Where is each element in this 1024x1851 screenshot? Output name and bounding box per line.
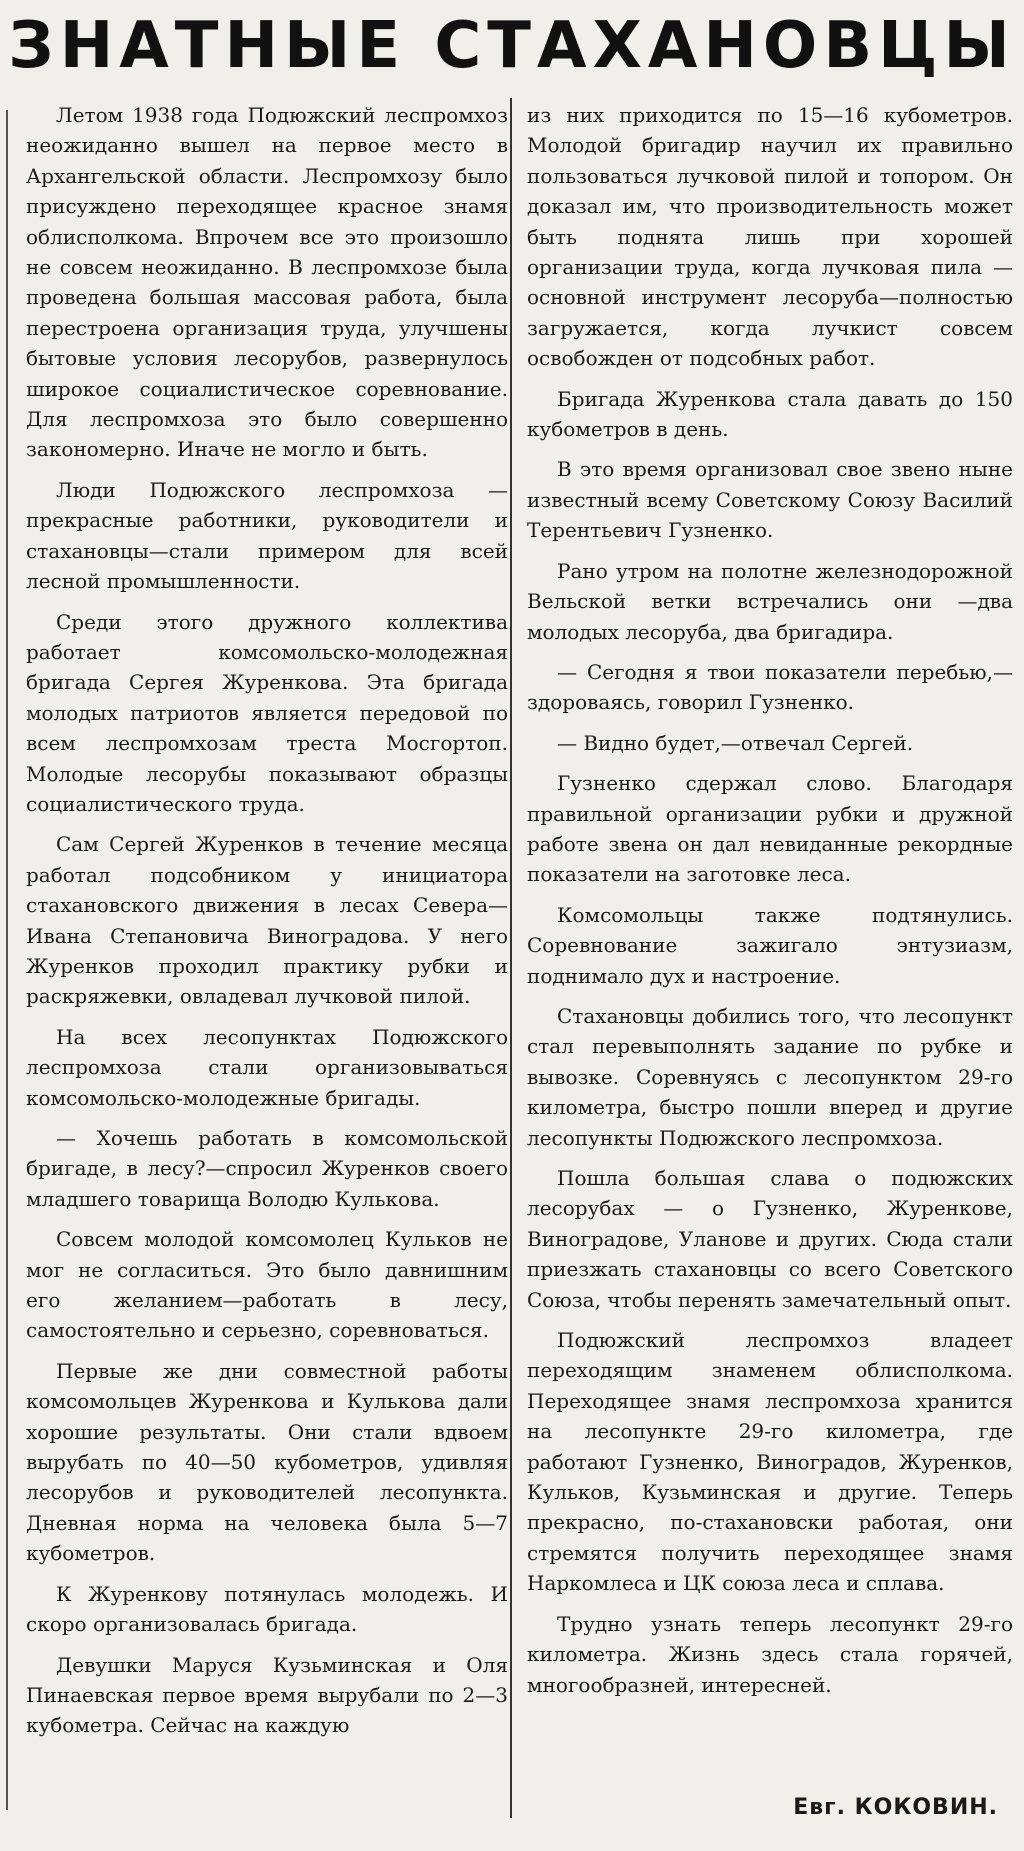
paragraph: Среди этого дружного коллектива работает комсомольско-молодежная бригада Сергея Журенкова. Эта бригада молодых патриотов является передовой по всем леспромхозам треста Мосгортоп. Молодые лесорубы показывают образцы социалистического труда.: [26, 609, 508, 816]
paragraph: Бригада Журенкова стала давать до 150 кубометров в день.: [527, 386, 1013, 442]
column-divider: [510, 98, 512, 1818]
paragraph: Стахановцы добились того, что лесопункт стал перевыполнять задание по рубке и вывозке. Соревнуясь с лесопунктом 29-го километра, быстро пошли вперед и другие лесопункты Подюжского леспромхоза.: [527, 1003, 1013, 1150]
paragraph: Сам Сергей Журенков в течение месяца работал подсобником у инициатора стахановского движения в лесах Севера—Ивана Степановича Виноградова. У него Журенков проходил практику рубки и раскряжевки, овладевал лучковой пилой.: [26, 832, 508, 1009]
article-headline: ЗНАТНЫЕ СТАХАНОВЦЫ: [8, 9, 1016, 83]
paragraph: Пошла большая слава о подюжских лесорубах — о Гузненко, Журенкове, Виноградове, Уланове и других. Сюда стали приезжать стахановцы со всего Советского Союза, чтобы перенять замечательный опыт.: [527, 1166, 1013, 1312]
article-right-column: [527, 100, 1013, 1710]
paragraph: Девушки Маруся Кузьминская и Оля Пинаевская первое время вырубали по 2—3 кубометра. Сейчас на каждую: [26, 1652, 508, 1738]
paragraph: Рано утром на полотне железнодорожной Вельской ветки встречались они —два молодых лесоруба, два бригадира.: [527, 558, 1013, 644]
paragraph: На всех лесопунктах Подюжского леспромхоза стали организовываться комсомольско-молодежные бригады.: [26, 1024, 508, 1110]
paragraph: Люди Подюжского леспромхоза — прекрасные работники, руководители и стахановцы—стали примером для всей лесной промышленности.: [26, 477, 508, 594]
paragraph: — Хочешь работать в комсомольской бригаде, в лесу?—спросил Журенков своего младшего товарища Володю Кулькова.: [26, 1126, 508, 1211]
paragraph: Летом 1938 года Подюжский леспромхоз неожиданно вышел на первое место в Архангельской области. Леспромхозу было присуждено переходящее красное знамя облисполкома. Впрочем все это произошло не совсем неожиданно. В леспромхозе была проведена большая массовая работа, была перестроена организация труда, улучшены бытовые условия лесорубов, развернулось широкое социалистическое соревнование. Для леспромхоза это было совершенно закономерно. Иначе не могло и быть.: [26, 103, 508, 462]
paragraph: — Видно будет,—отвечал Сергей.: [557, 730, 914, 755]
paragraph: — Сегодня я твои показатели перебью,—здороваясь, говорил Гузненко.: [527, 659, 1013, 715]
paragraph: Совсем молодой комсомолец Кульков не мог не согласиться. Это было давнишним его желанием—работать в лесу, самостоятельно и серьезно, соревноваться.: [26, 1227, 508, 1343]
paragraph: Трудно узнать теперь лесопункт 29-го километра. Жизнь здесь стала горячей, многообразней, интересней.: [527, 1611, 1013, 1697]
paragraph: Первые же дни совместной работы комсомольцев Журенкова и Кулькова дали хорошие результаты. Они стали вдвоем вырубать по 40—50 кубометров, удивляя лесорубов и руководителей лесопункта. Дневная норма на человека была 5—7 кубометров.: [26, 1358, 508, 1566]
article-left-column: [26, 100, 508, 1751]
paragraph: К Журенкову потянулась молодежь. И скоро организовалась бригада.: [26, 1581, 508, 1637]
page-edge-rule: [6, 110, 8, 1810]
paragraph: В это время организовал свое звено ныне известный всему Советскому Союзу Василий Терентьевич Гузненко.: [527, 457, 1013, 543]
paragraph: Комсомольцы также подтянулись. Соревнование зажигало энтузиазм, поднимало дух и настроение.: [527, 902, 1013, 988]
paragraph: Подюжский леспромхоз владеет переходящим знаменем облисполкома. Переходящее знамя леспромхоза хранится на лесопункте 29-го километра, где работают Гузненко, Виноградов, Журенков, Кульков, Кузьминская и другие. Теперь прекрасно, по-стахановски работая, они стремятся получить переходящее знамя Наркомлеса и ЦК союза леса и сплава.: [527, 1328, 1013, 1596]
paragraph: из них приходится по 15—16 кубометров. Молодой бригадир научил их правильно пользоваться лучковой пилой и топором. Он доказал им, что производительность может быть поднята лишь при хорошей организации труда, когда лучковая пила — основной инструмент лесоруба—полностью загружается, когда лучкист совсем освобожден от подсобных работ.: [527, 103, 1013, 371]
paragraph: Гузненко сдержал слово. Благодаря правильной организации рубки и дружной работе звена он дал невиданные рекордные показатели на заготовке леса.: [527, 771, 1013, 887]
author-signature: Евг. КОКОВИН.: [793, 1795, 998, 1820]
